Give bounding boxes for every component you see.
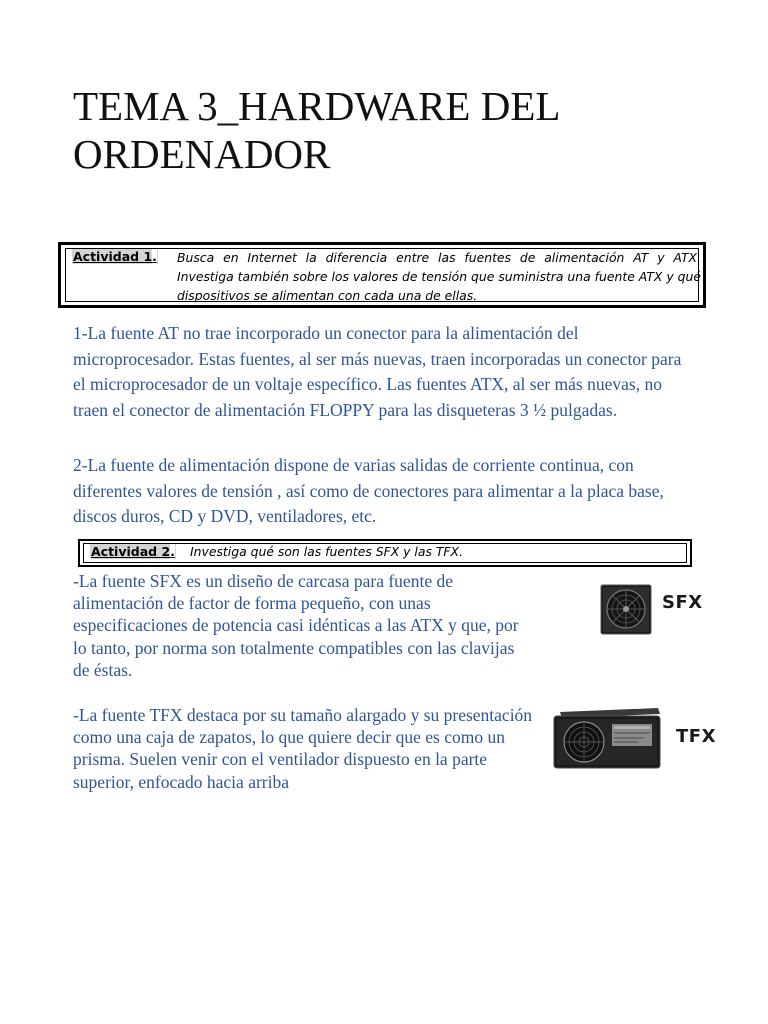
activity-1-label-punct: .: [152, 249, 157, 264]
activity-1-box: [58, 242, 706, 308]
activity-2-text: Investiga qué son las fuentes SFX y las TFX.: [190, 544, 463, 559]
activity-1-text: Busca en Internet la diferencia entre las fuentes de alimentación AT y ATX. Investiga también sobre los valores de tensión que suministra una fuente ATX y qué dispositivos se alimentan con cada una de ellas.: [177, 250, 701, 303]
activity-2-label: [90, 544, 176, 559]
activity-2-label-text: Actividad 2: [91, 544, 171, 559]
activity-2-label-punct: .: [170, 544, 175, 559]
tfx-paragraph: -La fuente TFX destaca por su tamaño alargado y su presentación como una caja de zapatos, lo que quiere decir que es como un prisma. Suelen venir con el ventilador dispuesto en la parte superior, enfocado hacia arriba: [73, 705, 533, 792]
sfx-paragraph: -La fuente SFX es un diseño de carcasa para fuente de alimentación de factor de forma pequeño, con unas especificaciones de potencia casi idénticas a las ATX y que, por lo tanto, por norma son totalmente compatibles con las clavijas de éstas.: [73, 571, 519, 680]
tfx-power-supply-image: [552, 706, 722, 772]
sfx-image-label: SFX: [662, 592, 703, 613]
answer-paragraph-2: 2-La fuente de alimentación dispone de varias salidas de corriente continua, con diferentes valores de tensión , así como de conectores para alimentar a la placa base, discos duros, CD y DVD, ventiladores, etc.: [73, 455, 664, 526]
activity-1-label: [72, 249, 158, 264]
tfx-image-label: TFX: [676, 726, 716, 747]
activity-2-box: [78, 539, 692, 567]
tfx-unit-icon: [552, 706, 664, 770]
activity-1-label-text: Actividad 1: [73, 249, 153, 264]
sfx-power-supply-image: [600, 582, 710, 638]
sfx-unit-icon: [600, 582, 656, 638]
answer-paragraph-1: 1-La fuente AT no trae incorporado un conector para la alimentación del microprocesador. Estas fuentes, al ser más nuevas, traen incorporadas un conector para el microprocesador de un voltaje específico. Las fuentes ATX, al ser más nuevas, no traen el conector de alimentación FLOPPY para las disqueteras 3 ½ pulgadas.: [73, 323, 682, 420]
page-title: TEMA 3_HARDWARE DEL ORDENADOR: [73, 83, 559, 177]
